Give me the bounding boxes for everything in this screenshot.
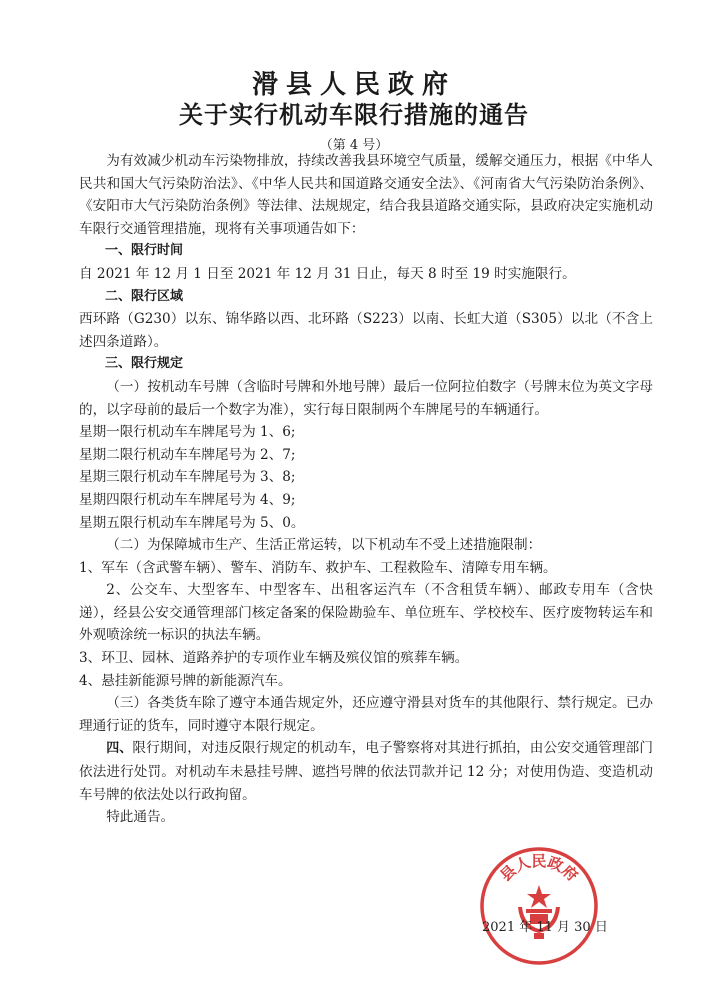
section3-heading: 三、限行规定 <box>105 356 184 372</box>
section4-label: 四、 <box>106 741 133 757</box>
section4-text: 限行期间，对违反限行规定的机动车，电子警察将对其进行抓拍，由公安交通管理部门依法进行处罚。对机动车未悬挂号牌、遮挡号牌的依法罚款并记 12 分；对使用伪造、变造机动车号牌的依法处以行政拘留。 <box>79 740 653 803</box>
exemption-item: 4、悬挂新能源号牌的新能源汽车。 <box>79 672 292 689</box>
notice-title: 关于实行机动车限行措施的通告 <box>179 101 529 129</box>
section1-text: 自 2021 年 12 月 1 日至 2021 年 12 月 31 日止，每天 8 时至 19 时实施限行。 <box>79 265 576 282</box>
exemption-item: 1、军车（含武警车辆）、警车、消防车、救护车、工程救险车、清障专用车辆。 <box>79 559 557 576</box>
weekday-rule: 星期三限行机动车车牌尾号为 3、8; <box>79 469 296 486</box>
seal-text: 县人民政府 <box>496 852 582 885</box>
section1-heading: 一、限行时间 <box>105 243 184 259</box>
exemption-item: 2、公交车、大型客车、中型客车、出租客运汽车（不含租赁车辆）、邮政专用车（含快递），经县公安交通管理部门核定备案的保险勘验车、单位班车、学校校车、医疗废物转运车和外观喷涂统一标识的执法车辆。 <box>79 582 653 644</box>
official-seal-icon <box>478 845 600 967</box>
rule3-paragraph: （三）各类货车除了遵守本通告规定外，还应遵守滑县对货车的其他限行、禁行规定。已办理通行证的货车，同时遵守本限行规定。 <box>79 695 653 734</box>
weekday-rule: 星期四限行机动车车牌尾号为 4、9; <box>79 491 296 508</box>
weekday-rule: 星期一限行机动车车牌尾号为 1、6; <box>79 424 296 441</box>
intro-paragraph: 为有效减少机动车污染物排放，持续改善我县环境空气质量，缓解交通压力，根据《中华人民共和国大气污染防治法》、《中华人民共和国道路交通安全法》、《河南省大气污染防治条例》、《安阳市大气污染防治条例》等法律、法规规定，结合我县道路交通实际，县政府决定实施机动车限行交通管理措施，现将有关事项通告如下： <box>79 153 653 237</box>
exemption-item: 3、环卫、园林、道路养护的专项作业车辆及殡仪馆的殡葬车辆。 <box>79 650 469 667</box>
weekday-rule: 星期二限行机动车车牌尾号为 2、7; <box>79 446 296 463</box>
notice-body <box>79 150 653 829</box>
rule1-paragraph: （一）按机动车号牌（含临时号牌和外地号牌）最后一位阿拉伯数字（号牌末位为英文字母的，以字母前的最后一个数字为准），实行每日限制两个车牌尾号的车辆通行。 <box>79 378 653 418</box>
section2-text: 西环路（G230）以东、锦华路以西、北环路（S223）以南、长虹大道（S305）以北（不含上述四条道路）。 <box>79 311 653 350</box>
weekday-rule: 星期五限行机动车车牌尾号为 5、0。 <box>79 514 305 531</box>
issue-date: 2021 年 11 月 30 日 <box>482 920 608 935</box>
issuer-title: 滑县人民政府 <box>251 70 456 100</box>
section2-heading: 二、限行区域 <box>105 288 184 304</box>
document-number: （第 4 号） <box>319 138 389 153</box>
rule2-paragraph: （二）为保障城市生产、生活正常运转，以下机动车不受上述措施限制： <box>106 537 542 554</box>
section4-paragraph <box>79 737 653 806</box>
closing-line: 特此通告。 <box>106 809 175 826</box>
